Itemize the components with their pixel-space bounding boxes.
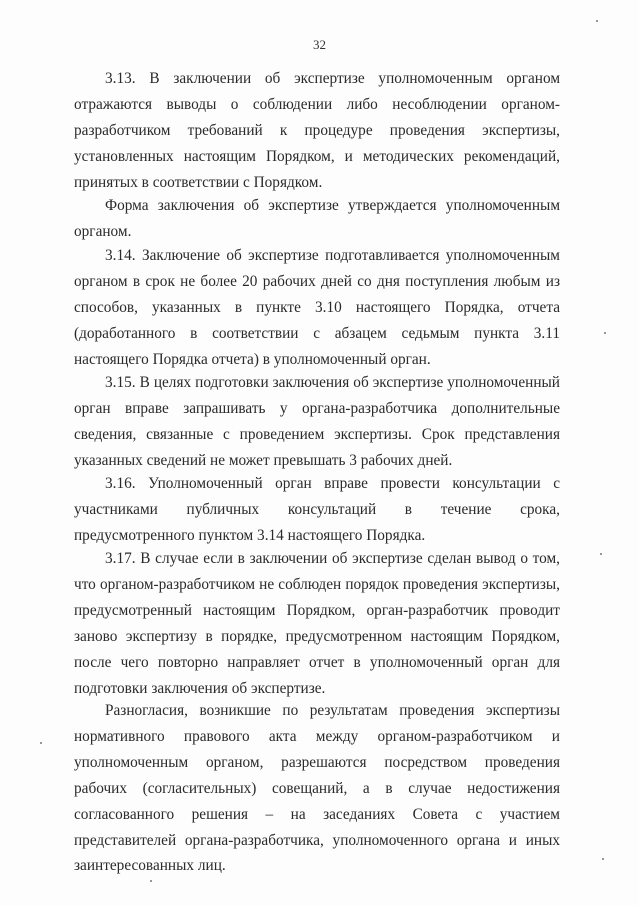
paragraph-text: 3.13. В заключении об экспертизе уполномоченным органом отражаются выводы о соблюдении либо несоблюдении органом-разработчиком требований к процедуре проведения экспертизы, установленных настоящим Порядком, и методических рекомендаций, принятых в соответствии с Порядком. (74, 70, 560, 191)
paragraph-text: 3.15. В целях подготовки заключения об экспертизе уполномоченный орган вправе запрашивать у органа-разработчика дополнительные сведения, связанные с проведением экспертизы. Срок представления указанных сведений не может превышать 3 рабочих дней. (74, 374, 560, 469)
paragraph-text: Форма заключения об экспертизе утверждается уполномоченным органом. (74, 197, 560, 240)
scan-speck (596, 20, 598, 22)
scan-speck (602, 858, 604, 860)
paragraph-disagreements (74, 698, 560, 879)
paragraph-3-17 (74, 546, 560, 701)
paragraph-3-16 (74, 471, 560, 549)
paragraph-3-14 (74, 243, 560, 373)
paragraph-3-15 (74, 370, 560, 474)
paragraph-3-13 (74, 66, 560, 196)
paragraph-text: 3.16. Уполномоченный орган вправе провести консультации с участниками публичных консультаций в течение срока, предусмотренного пунктом 3.14 настоящего Порядка. (74, 475, 560, 544)
paragraph-text: 3.17. В случае если в заключении об экспертизе сделан вывод о том, что органом-разработчиком не соблюден порядок проведения экспертизы, предусмотренный настоящим Порядком, орган-разработчик проводит заново экспертизу в порядке, предусмотренном настоящим Порядком, после чего повторно направляет отчет в уполномоченный орган для подготовки заключения об экспертизе. (74, 550, 560, 697)
page-number: 32 (313, 37, 326, 52)
scan-speck (40, 742, 42, 744)
scan-speck (604, 332, 606, 334)
paragraph-form (74, 193, 560, 245)
paragraph-text: Разногласия, возникшие по результатам проведения экспертизы нормативного правового акта между органом-разработчиком и уполномоченным органом, разрешаются посредством проведения рабочих (согласительных) совещаний, а в случае недостижения согласованного решения – на заседаниях Совета с участием представителей органа-разработчика, уполномоченного органа и иных заинтересованных лиц. (74, 702, 560, 875)
scan-speck (150, 880, 152, 882)
paragraph-text: 3.14. Заключение об экспертизе подготавливается уполномоченным органом в срок не более 20 рабочих дней со дня поступления любым из способов, указанных в пункте 3.10 настоящего Порядка, отчета (доработанного в соответствии с абзацем седьмым пункта 3.11 настоящего Порядка отчета) в уполномоченный орган. (74, 247, 560, 368)
scan-speck (600, 553, 602, 555)
